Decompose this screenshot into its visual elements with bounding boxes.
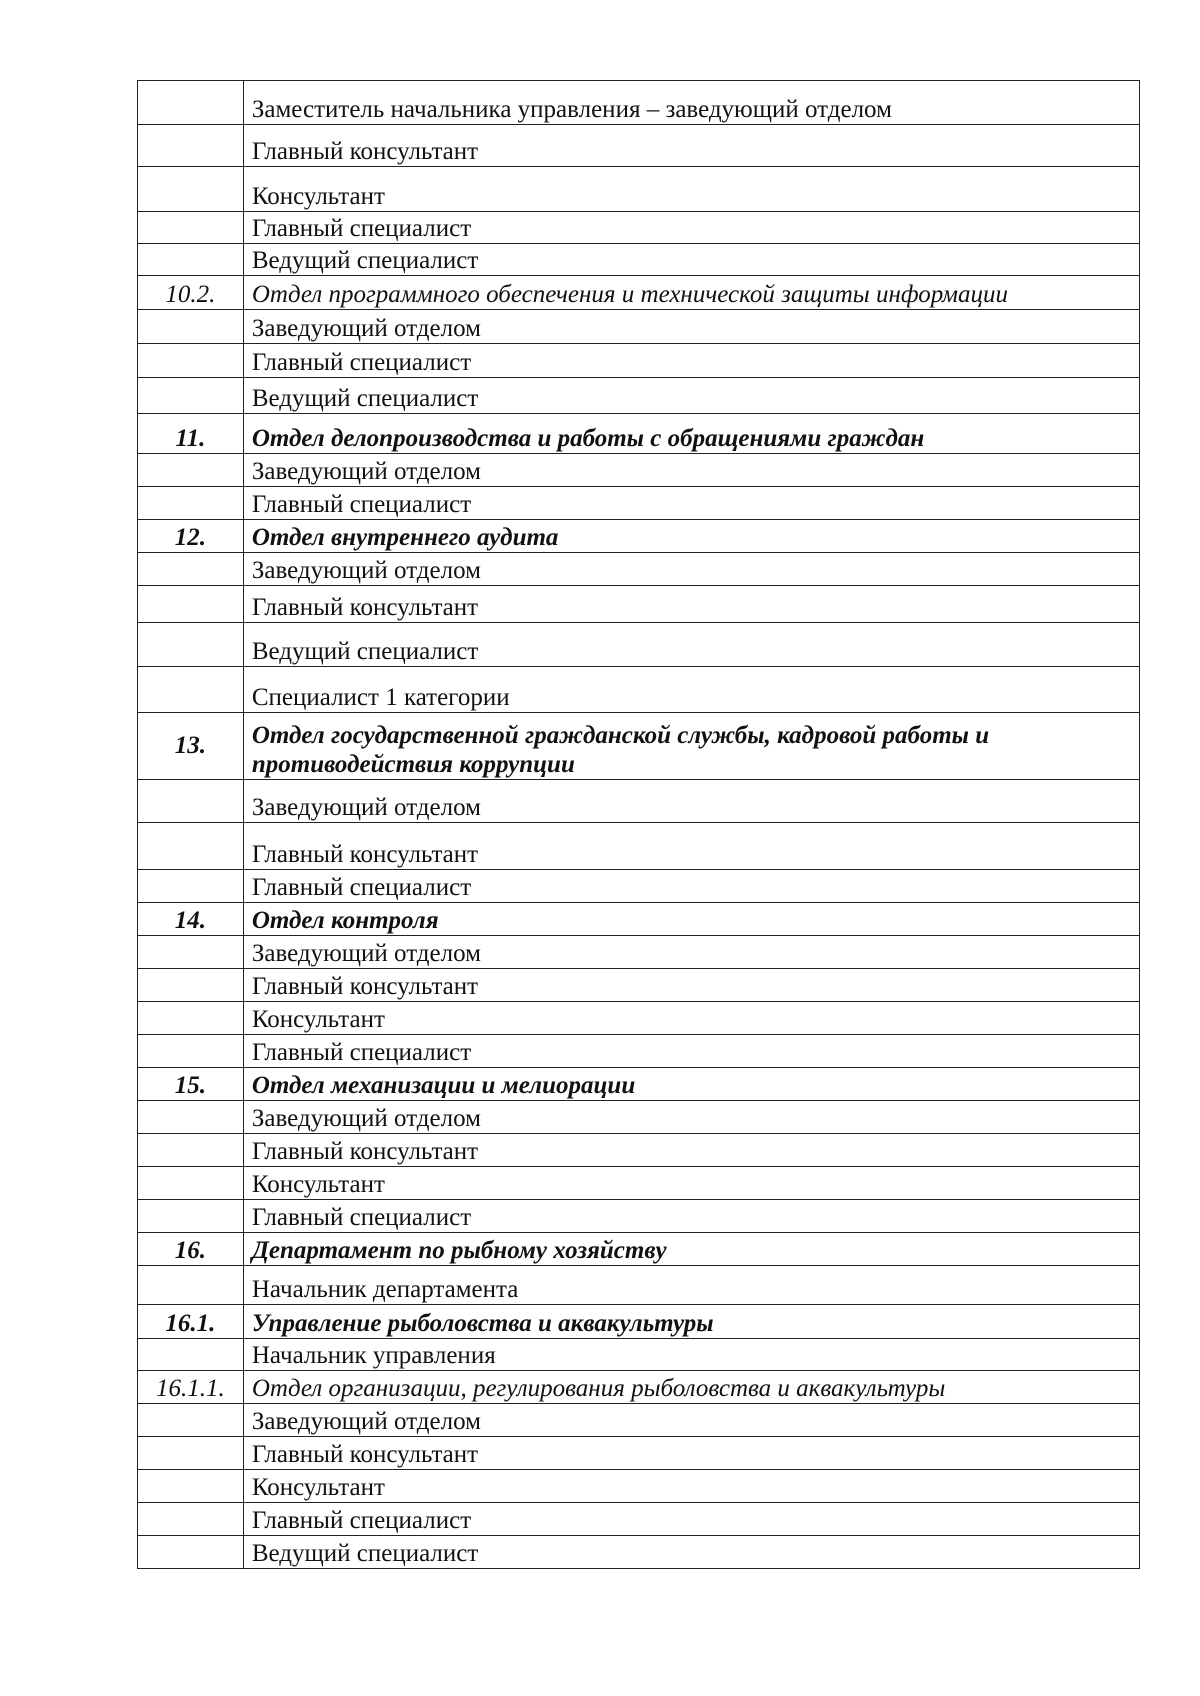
position-title: Ведущий специалист <box>243 244 1139 276</box>
row-number: 13. <box>138 713 244 780</box>
position-row <box>138 125 1140 167</box>
position-row <box>138 81 1140 125</box>
row-number <box>138 870 244 903</box>
section-row <box>138 1305 1140 1339</box>
row-number <box>138 1470 244 1503</box>
row-number <box>138 1339 244 1371</box>
section-title: Управление рыболовства и аквакультуры <box>243 1305 1139 1339</box>
position-row <box>138 1503 1140 1536</box>
row-number: 11. <box>138 414 244 454</box>
row-number <box>138 378 244 414</box>
section-title: Отдел контроля <box>243 903 1139 936</box>
position-title: Ведущий специалист <box>243 623 1139 667</box>
position-title: Главный консультант <box>243 1134 1139 1167</box>
position-row <box>138 1437 1140 1470</box>
row-number <box>138 1266 244 1305</box>
section-title: Отдел программного обеспечения и технической защиты информации <box>243 276 1139 310</box>
position-title: Главный консультант <box>243 586 1139 623</box>
position-row <box>138 1134 1140 1167</box>
row-number: 10.2. <box>138 276 244 310</box>
row-number <box>138 1503 244 1536</box>
position-title: Начальник департамента <box>243 1266 1139 1305</box>
row-number <box>138 1101 244 1134</box>
position-row <box>138 1404 1140 1437</box>
row-number <box>138 1200 244 1233</box>
position-title: Главный консультант <box>243 125 1139 167</box>
position-row <box>138 1035 1140 1068</box>
position-row <box>138 454 1140 487</box>
position-title: Консультант <box>243 167 1139 212</box>
row-number <box>138 125 244 167</box>
position-row <box>138 623 1140 667</box>
row-number: 16.1. <box>138 1305 244 1339</box>
section-row <box>138 713 1140 780</box>
section-row <box>138 1068 1140 1101</box>
row-number <box>138 1404 244 1437</box>
row-number <box>138 487 244 520</box>
row-number <box>138 167 244 212</box>
row-number <box>138 81 244 125</box>
row-number <box>138 1035 244 1068</box>
row-number <box>138 1437 244 1470</box>
position-title: Консультант <box>243 1470 1139 1503</box>
row-number <box>138 1134 244 1167</box>
position-row <box>138 667 1140 713</box>
section-title: Отдел механизации и мелиорации <box>243 1068 1139 1101</box>
position-title: Заведующий отделом <box>243 454 1139 487</box>
staff-structure-table <box>137 80 1140 1569</box>
position-title: Ведущий специалист <box>243 1536 1139 1569</box>
position-row <box>138 1470 1140 1503</box>
section-row <box>138 276 1140 310</box>
section-row <box>138 1233 1140 1266</box>
position-title: Главный специалист <box>243 870 1139 903</box>
row-number <box>138 344 244 378</box>
position-title: Консультант <box>243 1002 1139 1035</box>
row-number <box>138 310 244 344</box>
position-title: Заведующий отделом <box>243 780 1139 823</box>
position-title: Специалист 1 категории <box>243 667 1139 713</box>
row-number: 12. <box>138 520 244 553</box>
row-number <box>138 823 244 870</box>
position-title: Заместитель начальника управления – заведующий отделом <box>243 81 1139 125</box>
position-row <box>138 586 1140 623</box>
position-row <box>138 1266 1140 1305</box>
row-number <box>138 623 244 667</box>
position-row <box>138 1200 1140 1233</box>
position-row <box>138 1002 1140 1035</box>
position-title: Заведующий отделом <box>243 310 1139 344</box>
row-number <box>138 244 244 276</box>
position-title: Главный специалист <box>243 344 1139 378</box>
row-number <box>138 936 244 969</box>
row-number <box>138 780 244 823</box>
position-title: Главный консультант <box>243 823 1139 870</box>
row-number <box>138 586 244 623</box>
section-title: Отдел государственной гражданской службы, кадровой работы и противодействия коррупции <box>243 713 1139 780</box>
row-number <box>138 212 244 244</box>
position-row <box>138 870 1140 903</box>
position-row <box>138 823 1140 870</box>
position-row <box>138 378 1140 414</box>
position-row <box>138 487 1140 520</box>
row-number <box>138 553 244 586</box>
position-title: Заведующий отделом <box>243 553 1139 586</box>
position-row <box>138 553 1140 586</box>
row-number <box>138 667 244 713</box>
position-row <box>138 1101 1140 1134</box>
position-row <box>138 167 1140 212</box>
position-title: Ведущий специалист <box>243 378 1139 414</box>
row-number <box>138 969 244 1002</box>
row-number: 16.1.1. <box>138 1371 244 1404</box>
position-row <box>138 780 1140 823</box>
row-number <box>138 454 244 487</box>
position-row <box>138 969 1140 1002</box>
position-row <box>138 1339 1140 1371</box>
position-title: Заведующий отделом <box>243 936 1139 969</box>
position-row <box>138 936 1140 969</box>
row-number <box>138 1536 244 1569</box>
position-title: Начальник управления <box>243 1339 1139 1371</box>
section-row <box>138 414 1140 454</box>
section-title: Департамент по рыбному хозяйству <box>243 1233 1139 1266</box>
section-row <box>138 520 1140 553</box>
row-number: 16. <box>138 1233 244 1266</box>
position-row <box>138 310 1140 344</box>
row-number: 14. <box>138 903 244 936</box>
row-number <box>138 1167 244 1200</box>
section-title: Отдел делопроизводства и работы с обращениями граждан <box>243 414 1139 454</box>
position-title: Главный специалист <box>243 212 1139 244</box>
section-title: Отдел организации, регулирования рыболовства и аквакультуры <box>243 1371 1139 1404</box>
position-title: Заведующий отделом <box>243 1101 1139 1134</box>
section-row <box>138 903 1140 936</box>
section-title: Отдел внутреннего аудита <box>243 520 1139 553</box>
position-title: Главный специалист <box>243 487 1139 520</box>
position-title: Главный специалист <box>243 1503 1139 1536</box>
position-row <box>138 344 1140 378</box>
position-title: Заведующий отделом <box>243 1404 1139 1437</box>
position-title: Главный консультант <box>243 1437 1139 1470</box>
section-row <box>138 1371 1140 1404</box>
position-row <box>138 1536 1140 1569</box>
position-title: Главный консультант <box>243 969 1139 1002</box>
position-row <box>138 212 1140 244</box>
position-row <box>138 244 1140 276</box>
position-title: Главный специалист <box>243 1200 1139 1233</box>
table-body <box>138 81 1140 1569</box>
row-number <box>138 1002 244 1035</box>
position-title: Главный специалист <box>243 1035 1139 1068</box>
position-row <box>138 1167 1140 1200</box>
row-number: 15. <box>138 1068 244 1101</box>
position-title: Консультант <box>243 1167 1139 1200</box>
